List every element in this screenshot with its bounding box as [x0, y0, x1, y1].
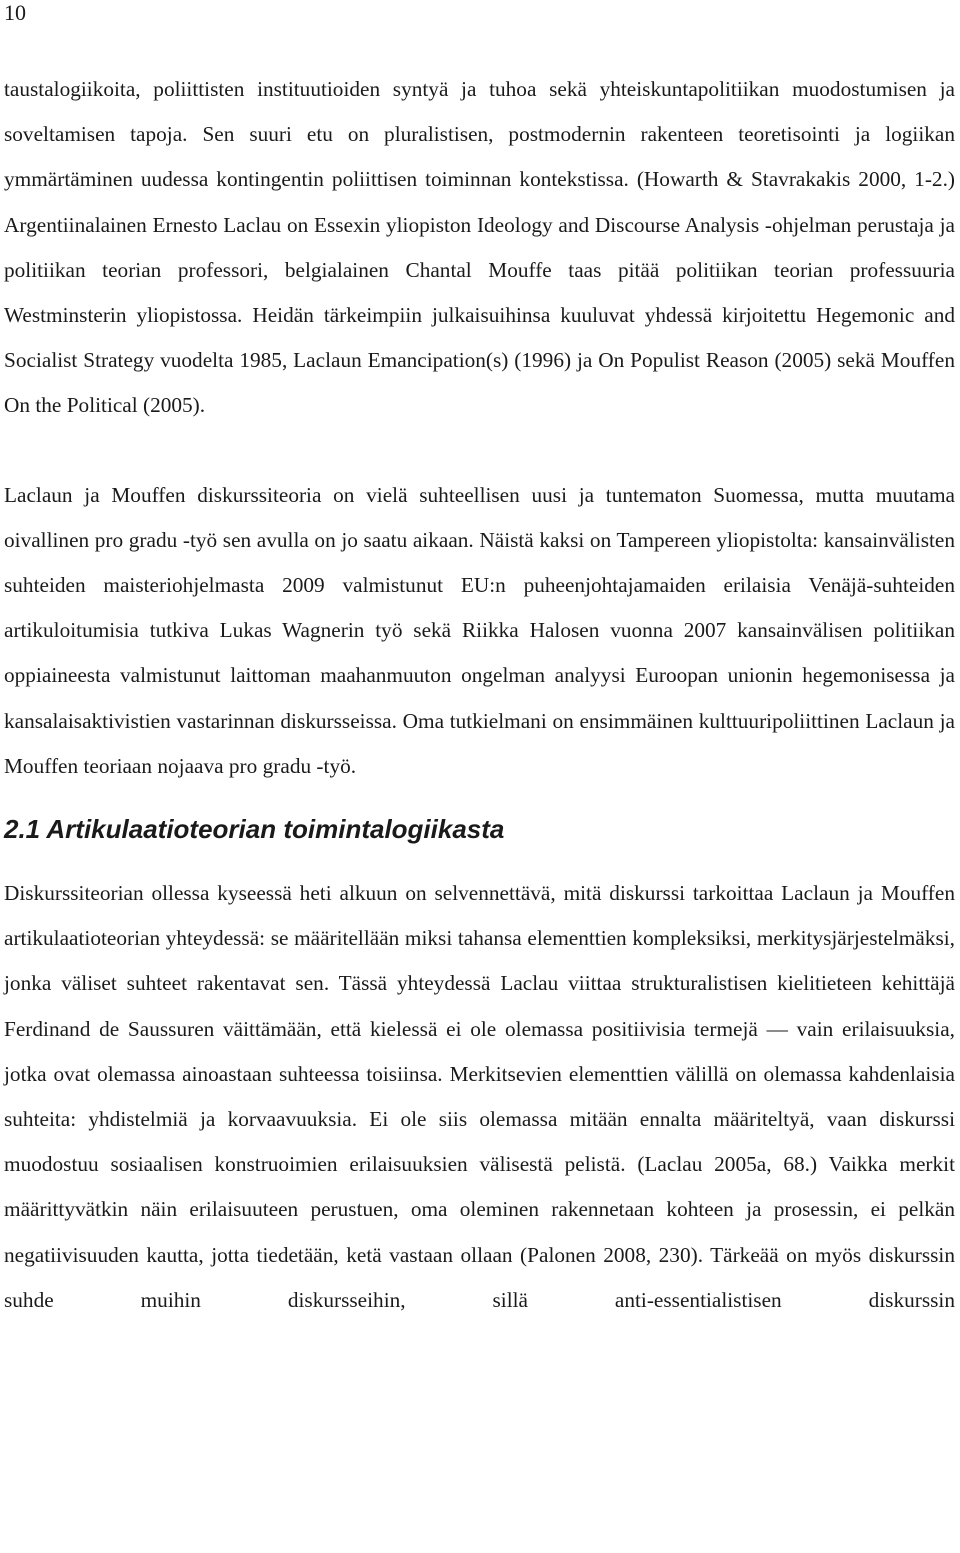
paragraph-intro: taustalogiikoita, poliittisten instituutioiden syntyä ja tuhoa sekä yhteiskuntapolitiikan muodostumisen ja soveltamisen tapoja. Sen suuri etu on pluralistisen, postmodernin rakenteen teoretisointi ja logiikan ymmärtäminen uudessa kontingentin poliittisen toiminnan kontekstissa. (Howarth & Stavrakakis 2000, 1-2.) Argentiinalainen Ernesto Laclau on Essexin yliopiston Ideology and Discourse Analysis -ohjelman perustaja ja politiikan teorian professori, belgialainen Chantal Mouffe taas pitää politiikan teorian professuuria Westminsterin yliopistossa. Heidän tärkeimpiin julkaisuihinsa kuuluvat yhdessä kirjoitettu Hegemonic and Socialist Strategy vuodelta 1985, Laclaun Emancipation(s) (1996) ja On Populist Reason (2005) sekä Mouffen On the Political (2005).: [4, 77, 955, 418]
paragraph-section-body: Diskurssiteorian ollessa kyseessä heti alkuun on selvennettävä, mitä diskurssi tarkoittaa Laclaun ja Mouffen artikulaatioteorian yhteydessä: se määritellään miksi tahansa elementtien kompleksiksi, merkitysjärjestelmäksi, jonka väliset suhteet rakentavat sen. Tässä yhteydessä Laclau viittaa strukturalistisen kielitieteen kehittäjä Ferdinand de Saussuren väittämään, että kielessä ei ole olemassa positiivisia termejä ― vain erilaisuuksia, jotka ovat olemassa ainoastaan suhteessa toisiinsa. Merkitsevien elementtien välillä on olemassa kahdenlaisia suhteita: yhdistelmiä ja korvaavuuksia. Ei ole siis olemassa mitään ennalta määriteltyä, vaan diskurssi muodostuu sosiaalisen konstruoimien erilaisuuksien välisestä pelistä. (Laclau 2005a, 68.) Vaikka merkit määrittyvätkin näin erilaisuuteen perustuen, oma oleminen rakennetaan kohteen ja prosessin, ei pelkän negatiivisuuden kautta, jotta tiedetään, ketä vastaan ollaan (Palonen 2008, 230). Tärkeää on myös diskurssin suhde muihin diskursseihin, sillä anti-essentialistisen diskurssin: [4, 881, 955, 1312]
heading-spacer-bottom: [4, 849, 955, 871]
paragraph-spacer: [4, 429, 955, 473]
page-number: 10: [4, 0, 26, 25]
document-body: [4, 67, 955, 1323]
heading-spacer-top: [4, 789, 955, 809]
section-heading: 2.1 Artikulaatioteorian toimintalogiikasta: [4, 814, 505, 845]
paragraph-prior-research: Laclaun ja Mouffen diskurssiteoria on vielä suhteellisen uusi ja tuntematon Suomessa, mutta muutama oivallinen pro gradu -työ sen avulla on jo saatu aikaan. Näistä kaksi on Tampereen yliopistolta: kansainvälisten suhteiden maisteriohjelmasta 2009 valmistunut EU:n puheenjohtajamaiden erilaisia Venäjä-suhteiden artikuloitumisia tutkiva Lukas Wagnerin työ sekä Riikka Halosen vuonna 2007 kansainvälisen politiikan oppiaineesta valmistunut laittoman maahanmuuton ongelman analyysi Euroopan unionin hegemonisessa ja kansalaisaktivistien vastarinnan diskursseissa. Oma tutkielmani on ensimmäinen kulttuuripoliittinen Laclaun ja Mouffen teoriaan nojaava pro gradu -työ.: [4, 482, 955, 778]
